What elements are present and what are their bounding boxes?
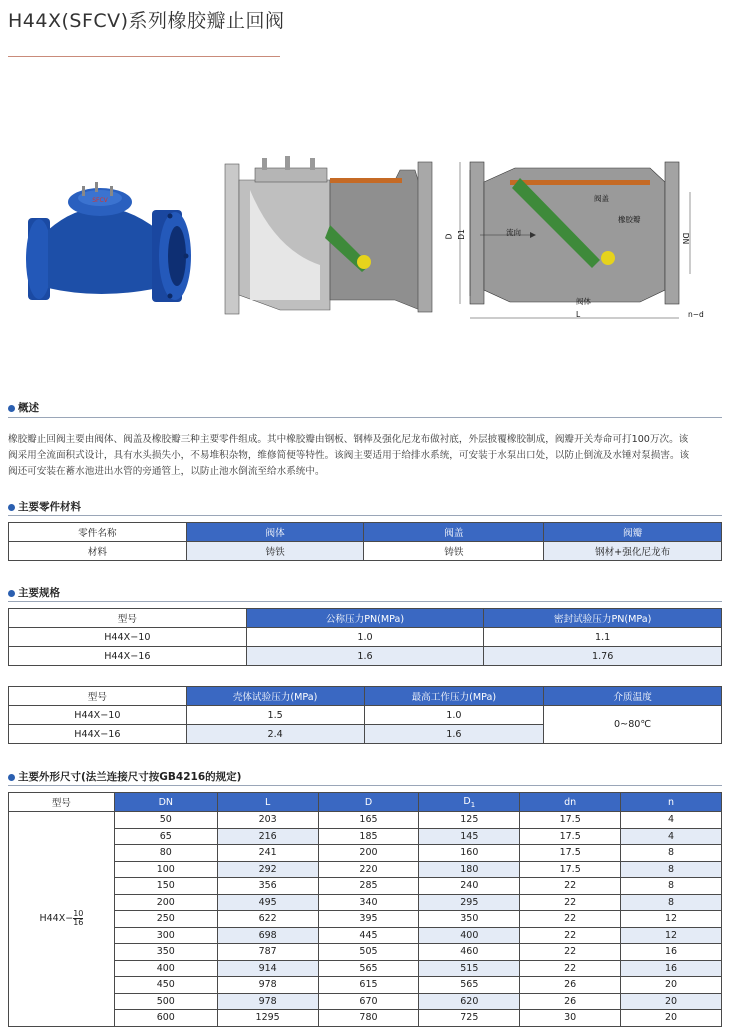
materials-cell: 铸铁 (364, 542, 544, 561)
materials-header-cell: 阀盖 (364, 523, 544, 542)
materials-cell: 钢材+强化尼龙布 (544, 542, 722, 561)
dims-table-row (9, 927, 722, 944)
dims-cell: 1295 (217, 1010, 318, 1027)
valve-photo (26, 182, 191, 302)
label-dim-dn: DN (681, 232, 691, 245)
dims-cell: 12 (621, 911, 722, 928)
d1-label: D (463, 795, 471, 807)
dims-cell: 26 (520, 977, 621, 994)
dims-cell: 180 (419, 861, 520, 878)
dims-cell: 615 (318, 977, 419, 994)
specs2-cell: 1.0 (364, 706, 544, 725)
dims-cell: 450 (114, 977, 217, 994)
overview-paragraph (8, 432, 722, 480)
specs-cell: H44X−16 (9, 647, 247, 666)
materials-divider (8, 515, 722, 516)
dims-header-cell: D (318, 793, 419, 812)
dims-table-row (9, 960, 722, 977)
overview-line: 阀还可安装在蓄水池进出水管的旁通管上，以防止池水倒流至给水系统中。 (8, 466, 325, 477)
dims-cell: 978 (217, 977, 318, 994)
dims-cell: 125 (419, 812, 520, 829)
dims-cell: 150 (114, 878, 217, 895)
dims-cell: 17.5 (520, 845, 621, 862)
dims-cell: 80 (114, 845, 217, 862)
specs-divider (8, 601, 722, 602)
dims-header-cell: 型号 (9, 793, 115, 812)
dims-cell: 12 (621, 927, 722, 944)
dims-cell: 16 (621, 944, 722, 961)
dims-table-row (9, 812, 722, 829)
dims-cell: 356 (217, 878, 318, 895)
dims-cell: 787 (217, 944, 318, 961)
dims-cell: 395 (318, 911, 419, 928)
specs-table-1 (8, 608, 722, 666)
dims-cell: 670 (318, 993, 419, 1010)
dims-cell: 22 (520, 911, 621, 928)
specs-table-2 (8, 686, 722, 744)
materials-header-cell: 阀体 (186, 523, 364, 542)
dims-cell: 340 (318, 894, 419, 911)
dims-cell: 4 (621, 812, 722, 829)
specs2-cell: 1.5 (186, 706, 364, 725)
label-flow: 流向 (506, 228, 521, 237)
dims-cell: 622 (217, 911, 318, 928)
dims-cell: 515 (419, 960, 520, 977)
dims-cell: 565 (318, 960, 419, 977)
dims-header-cell: L (217, 793, 318, 812)
section-bullet-icon (8, 774, 15, 781)
temperature-cell: 0~80℃ (544, 706, 722, 744)
dims-cell: 565 (419, 977, 520, 994)
dims-cell: 16 (621, 960, 722, 977)
dims-cell: 26 (520, 993, 621, 1010)
dims-cell: 8 (621, 894, 722, 911)
title-underline (8, 56, 280, 57)
dims-cell: 495 (217, 894, 318, 911)
dims-cell: 22 (520, 944, 621, 961)
dims-cell: 20 (621, 993, 722, 1010)
dims-table-row (9, 828, 722, 845)
dims-cell: 17.5 (520, 861, 621, 878)
specs2-cell: H44X−16 (9, 725, 187, 744)
dimensions-divider (8, 785, 722, 786)
specs2-header-cell: 壳体试验压力(MPa) (186, 687, 364, 706)
dims-cell: 165 (318, 812, 419, 829)
overview-line: 橡胶瓣止回阀主要由阀体、阀盖及橡胶瓣三种主要零件组成。其中橡胶瓣由钢板、钢棒及强化尼龙布做衬底，外层披覆橡胶制成，阀瓣开关寿命可打100万次。该 (8, 434, 689, 445)
materials-heading: 主要零件材料 (8, 499, 81, 514)
dims-table-row (9, 1010, 722, 1027)
specs-cell: H44X−10 (9, 628, 247, 647)
dims-cell: 240 (419, 878, 520, 895)
dims-cell: 698 (217, 927, 318, 944)
specs-header-cell: 型号 (9, 609, 247, 628)
specs2-header-cell: 最高工作压力(MPa) (364, 687, 544, 706)
dims-cell: 4 (621, 828, 722, 845)
specs-cell: 1.0 (246, 628, 484, 647)
dims-header-cell: DN (114, 793, 217, 812)
specs2-cell: 2.4 (186, 725, 364, 744)
dims-cell: 200 (318, 845, 419, 862)
materials-header-cell: 阀瓣 (544, 523, 722, 542)
dims-cell: 300 (114, 927, 217, 944)
dims-cell: 350 (114, 944, 217, 961)
specs-cell: 1.1 (484, 628, 722, 647)
page-title: H44X(SFCV)系列橡胶瓣止回阀 (8, 10, 285, 32)
specs-heading: 主要规格 (8, 585, 60, 600)
specs-header-cell: 密封试验压力PN(MPa) (484, 609, 722, 628)
dims-cell: 241 (217, 845, 318, 862)
model-prefix: H44X− (39, 913, 74, 925)
dims-table-row (9, 878, 722, 895)
specs-cell: 1.76 (484, 647, 722, 666)
dims-cell: 780 (318, 1010, 419, 1027)
dims-header-cell: dn (520, 793, 621, 812)
specs2-cell: H44X−10 (9, 706, 187, 725)
dims-cell: 50 (114, 812, 217, 829)
dims-cell: 30 (520, 1010, 621, 1027)
dims-header-cell: n (621, 793, 722, 812)
dims-cell: 20 (621, 1010, 722, 1027)
label-dim-d1: D1 (456, 229, 466, 240)
dims-cell: 220 (318, 861, 419, 878)
dims-cell: 20 (621, 977, 722, 994)
dims-cell: 17.5 (520, 828, 621, 845)
dims-cell: 460 (419, 944, 520, 961)
dims-cell: 600 (114, 1010, 217, 1027)
model-bottom: 16 (73, 918, 84, 928)
dims-cell: 445 (318, 927, 419, 944)
dims-cell: 160 (419, 845, 520, 862)
model-top: 10 (73, 909, 84, 919)
dims-header-cell (419, 793, 520, 812)
dims-cell: 203 (217, 812, 318, 829)
label-dim-l: L (576, 310, 581, 319)
label-rubber-flap: 橡胶瓣 (618, 215, 641, 224)
dims-table-row (9, 845, 722, 862)
materials-header-cell: 零件名称 (9, 523, 187, 542)
dims-cell: 22 (520, 894, 621, 911)
dims-cell: 185 (318, 828, 419, 845)
dims-cell: 22 (520, 927, 621, 944)
overview-line: 阀采用全流面积式设计，具有水头损失小，不易堆积杂物，维修简便等特性。该阀主要适用于给排水系统，可安装于水泵出口处，以防止倒流及水锤对泵损害。该 (8, 450, 690, 461)
specs2-header-cell: 型号 (9, 687, 187, 706)
overview-heading: 概述 (8, 400, 39, 415)
dims-cell: 17.5 (520, 812, 621, 829)
section-bullet-icon (8, 405, 15, 412)
dimensions-heading: 主要外形尺寸(法兰连接尺寸按GB4216的规定) (8, 769, 241, 784)
materials-cell: 铸铁 (186, 542, 364, 561)
dims-cell: 914 (217, 960, 318, 977)
dims-cell: 400 (419, 927, 520, 944)
dims-cell: 8 (621, 861, 722, 878)
specs2-cell: 1.6 (364, 725, 544, 744)
dims-cell: 620 (419, 993, 520, 1010)
valve-illustrations (0, 150, 730, 340)
dims-table-row (9, 911, 722, 928)
dims-table-row (9, 944, 722, 961)
svg-text:SFCV: SFCV (92, 197, 108, 204)
label-body: 阀体 (576, 297, 591, 306)
model-cell (9, 812, 115, 1027)
materials-cell: 材料 (9, 542, 187, 561)
d1-subscript: 1 (470, 800, 476, 809)
dims-cell: 978 (217, 993, 318, 1010)
section-bullet-icon (8, 590, 15, 597)
section-bullet-icon (8, 504, 15, 511)
label-dim-nd: n−d (688, 310, 704, 319)
dims-table-row (9, 894, 722, 911)
dims-cell: 65 (114, 828, 217, 845)
dims-cell: 285 (318, 878, 419, 895)
specs2-header-cell: 介质温度 (544, 687, 722, 706)
dims-cell: 725 (419, 1010, 520, 1027)
dims-cell: 8 (621, 845, 722, 862)
model-fraction (73, 910, 83, 927)
dims-table-row (9, 993, 722, 1010)
dims-table-row (9, 861, 722, 878)
dims-cell: 505 (318, 944, 419, 961)
overview-divider (8, 417, 722, 418)
specs-header-cell: 公称压力PN(MPa) (246, 609, 484, 628)
dims-cell: 216 (217, 828, 318, 845)
label-dim-d: D (444, 233, 454, 240)
dims-cell: 500 (114, 993, 217, 1010)
materials-table (8, 522, 722, 561)
dims-cell: 400 (114, 960, 217, 977)
label-cover: 阀盖 (594, 194, 609, 203)
dims-cell: 22 (520, 960, 621, 977)
dims-cell: 250 (114, 911, 217, 928)
dims-cell: 295 (419, 894, 520, 911)
specs-cell: 1.6 (246, 647, 484, 666)
dims-cell: 145 (419, 828, 520, 845)
valve-section-drawing (460, 162, 690, 318)
dimensions-table (8, 792, 722, 1027)
dims-cell: 8 (621, 878, 722, 895)
dims-table-row (9, 977, 722, 994)
dims-cell: 22 (520, 878, 621, 895)
valve-cutaway (225, 156, 432, 314)
dims-cell: 100 (114, 861, 217, 878)
dims-cell: 200 (114, 894, 217, 911)
dims-cell: 292 (217, 861, 318, 878)
dims-cell: 350 (419, 911, 520, 928)
